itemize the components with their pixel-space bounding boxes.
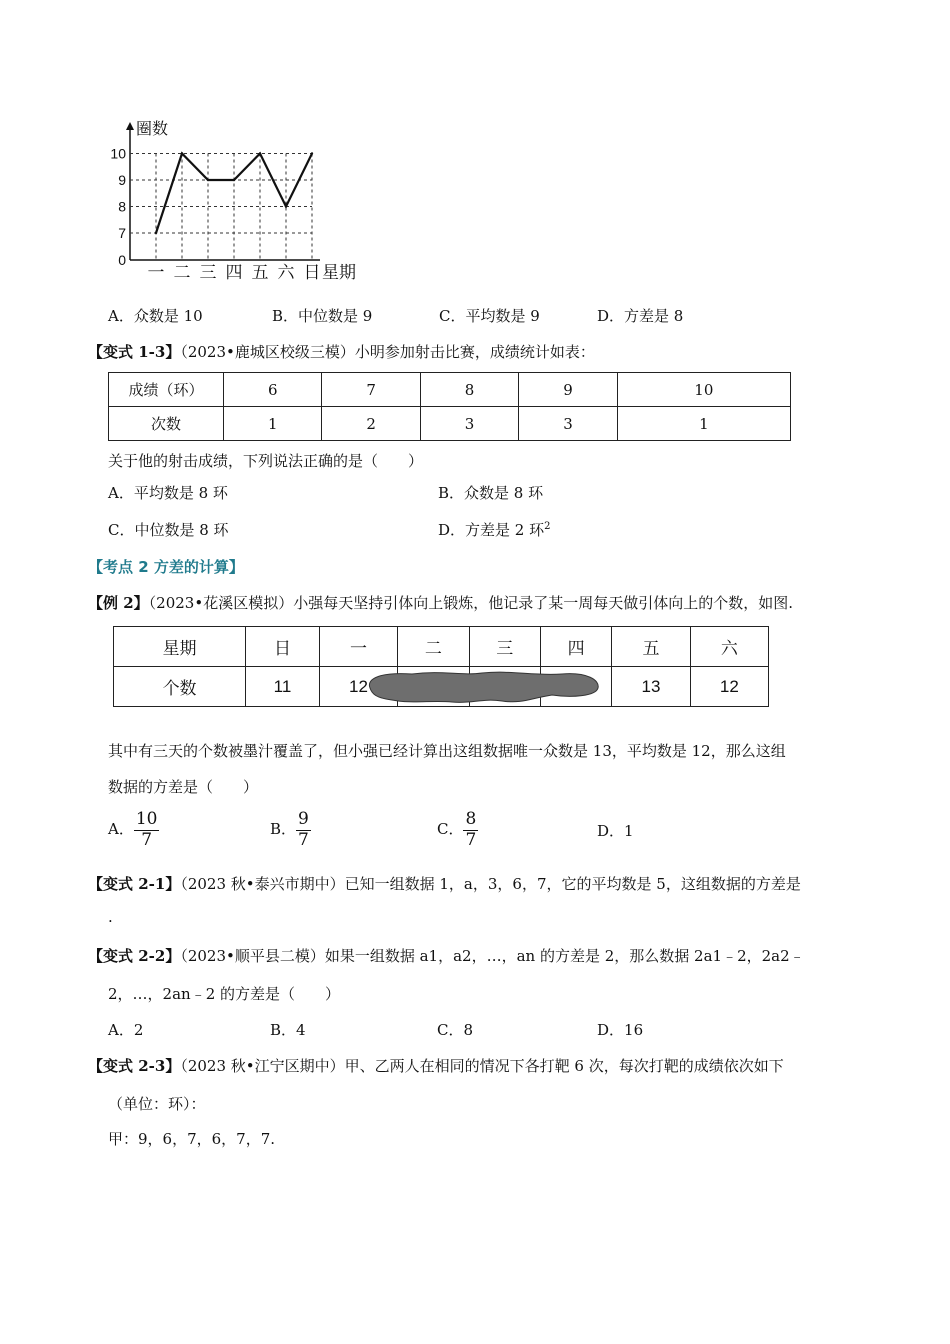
question-2-2 <box>88 945 805 966</box>
x-tick-label: 四 <box>225 263 243 282</box>
table-cell: 8 <box>420 373 518 407</box>
topic-heading: 【考点 2 方差的计算】 <box>88 558 244 576</box>
question-text: 数据的方差是（ ） <box>108 778 259 796</box>
table-cell: 6 <box>224 373 322 407</box>
y-tick-label: 0 <box>118 252 126 268</box>
option-a[interactable]: A．2 <box>108 1021 144 1039</box>
table-header-cell: 成绩（环） <box>109 373 224 407</box>
line-chart-laps <box>110 118 370 283</box>
question-tag: 【变式 1-3】 <box>88 343 181 361</box>
table-cell: 四 <box>540 627 611 667</box>
question-stem: （2023•顺平县二模）如果一组数据 a1，a2，…，an 的方差是 2，那么数据 2a1﹣2，2a2﹣ <box>180 947 805 965</box>
y-axis-title: 圈数 <box>136 121 169 138</box>
question-text: 关于他的射击成绩，下列说法正确的是（ ） <box>108 452 424 470</box>
x-tick-label: 日 <box>303 263 321 282</box>
option-c[interactable]: C．中位数是 8 环 <box>108 521 229 539</box>
fraction <box>134 810 160 850</box>
table-header-cell: 个数 <box>114 667 246 707</box>
table-cell: 五 <box>612 627 690 667</box>
table-cell: 3 <box>519 407 617 441</box>
option-d[interactable] <box>438 519 550 540</box>
y-tick-label: 7 <box>118 225 126 241</box>
fraction <box>463 810 478 850</box>
table-cell: 10 <box>617 373 790 407</box>
table-cell: 三 <box>469 627 540 667</box>
table-cell: 3 <box>420 407 518 441</box>
data-point <box>207 179 209 181</box>
y-tick-label: 8 <box>118 198 126 215</box>
question-tag: 【变式 2-1】 <box>88 875 181 893</box>
table-cell: 1 <box>224 407 322 441</box>
option-b[interactable]: B．中位数是 9 <box>272 307 373 325</box>
option-b[interactable]: B．众数是 8 环 <box>438 484 544 502</box>
data-point <box>233 179 235 181</box>
data-line: 甲：9，6，7，6，7，7. <box>108 1130 276 1148</box>
option-a[interactable]: A．众数是 10 <box>108 307 203 325</box>
table-cell: 1 <box>617 407 790 441</box>
option-d[interactable]: D．1 <box>597 822 634 840</box>
option-label: B． <box>270 820 297 839</box>
option-d[interactable]: D．方差是 8 <box>597 307 684 325</box>
table-header-cell: 星期 <box>114 627 246 667</box>
table-header-cell: 次数 <box>109 407 224 441</box>
score-table <box>108 372 791 441</box>
question-tag: 【变式 2-3】 <box>88 1057 181 1075</box>
question-text: 其中有三天的个数被墨汁覆盖了，但小强已经计算出这组数据唯一众数是 13，平均数是 12，那么这组 <box>108 742 786 760</box>
x-tick-label: 二 <box>173 263 191 282</box>
x-tick-label: 三 <box>199 263 217 282</box>
table-cell: 二 <box>398 627 469 667</box>
table-cell: 13 <box>612 667 690 707</box>
question-stem: （2023 秋•泰兴市期中）已知一组数据 1，a，3，6，7，它的平均数是 5，这组数据的方差是 <box>180 875 801 893</box>
blank-period: . <box>108 908 113 926</box>
denominator: 7 <box>298 829 309 850</box>
numerator: 8 <box>465 809 477 829</box>
option-b[interactable] <box>270 810 311 850</box>
option-d[interactable]: D．16 <box>597 1021 644 1039</box>
table-cell: 7 <box>322 373 420 407</box>
question-1-3 <box>88 341 595 362</box>
numerator: 9 <box>298 809 309 829</box>
option-c[interactable] <box>437 810 478 850</box>
question-2-3 <box>88 1055 784 1076</box>
question-text: 2，…，2an﹣2 的方差是（ ） <box>108 985 341 1003</box>
table-cell: 2 <box>322 407 420 441</box>
option-c[interactable]: C．8 <box>437 1021 474 1039</box>
question-stem: （2023•花溪区模拟）小强每天坚持引体向上锻炼，他记录了某一周每天做引体向上的个数，如图. <box>148 594 793 612</box>
x-tick-label: 六 <box>277 263 295 282</box>
option-d-text: D．方差是 2 环 <box>438 521 545 539</box>
question-text: （单位：环）： <box>108 1095 206 1113</box>
table-cell: 11 <box>246 667 320 707</box>
option-a[interactable]: A．平均数是 8 环 <box>108 484 228 502</box>
y-tick-label: 9 <box>118 172 126 188</box>
denominator: 7 <box>465 829 477 850</box>
y-axis-arrow-icon <box>126 122 134 130</box>
example-2 <box>88 592 793 613</box>
table-cell: 六 <box>690 627 768 667</box>
fraction <box>296 810 311 850</box>
option-c[interactable]: C．平均数是 9 <box>439 307 540 325</box>
table-cell: 日 <box>246 627 320 667</box>
x-axis-title: 星期 <box>322 263 356 282</box>
question-stem: （2023•鹿城区校级三模）小明参加射击比赛，成绩统计如表： <box>180 343 595 361</box>
option-label: C． <box>437 820 464 839</box>
ink-blot <box>362 668 602 708</box>
table-cell: 一 <box>319 627 397 667</box>
option-b[interactable]: B．4 <box>270 1021 306 1039</box>
question-2-1 <box>88 873 801 894</box>
data-point <box>311 152 313 154</box>
x-tick-label: 五 <box>251 263 269 282</box>
option-label: A． <box>108 820 134 839</box>
question-tag: 【变式 2-2】 <box>88 947 181 965</box>
data-point <box>259 152 261 154</box>
data-point <box>285 205 287 207</box>
option-a[interactable] <box>108 810 159 850</box>
table-cell: 12 <box>690 667 768 707</box>
numerator: 10 <box>135 809 158 829</box>
table-cell: 12 <box>319 667 397 707</box>
y-tick-label: 10 <box>110 145 126 162</box>
superscript: 2 <box>544 521 551 532</box>
data-point <box>181 152 183 154</box>
data-point <box>155 232 157 234</box>
question-tag: 【例 2】 <box>88 594 149 612</box>
table-cell: 9 <box>519 373 617 407</box>
denominator: 7 <box>141 829 153 850</box>
x-tick-label: 一 <box>147 263 165 282</box>
question-stem: （2023 秋•江宁区期中）甲、乙两人在相同的情况下各打靶 6 次，每次打靶的成绩依次如下 <box>180 1057 784 1075</box>
